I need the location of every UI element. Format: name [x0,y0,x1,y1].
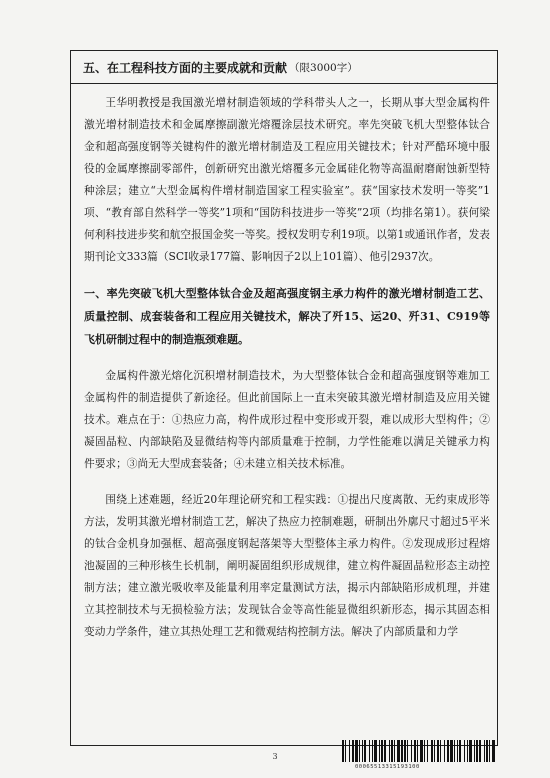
barcode-bar [362,740,363,762]
achievement-heading-1: 一、率先突破飞机大型整体钛合金及超高强度钢主承力构件的激光增材制造工艺、质量控制、成套装备和工程应用关键技术，解决了歼15、运20、歼31、C919等飞机研制过程中的制造瓶颈难题。 [84,287,490,346]
barcode-bar [381,740,383,762]
section-word-limit: （限3000字） [289,61,358,74]
barcode-bar [467,740,468,762]
barcode-bar [417,740,418,762]
barcode-bar [484,740,485,762]
barcode-bar [434,740,435,762]
barcode-bar [476,740,478,762]
barcode-bar [355,740,358,762]
body-paragraph-2: 金属构件激光熔化沉积增材制造技术，为大型整体钛合金和超高强度钢等难加工金属构件的制造提供了新途径。但此前国际上一直未突破其激光增材制造及应用关键技术。难点在于：①热应力高，构件成形过程中变形或开裂，难以成形大型构件；②凝固晶粒、内部缺陷及显微结构等内部质量难于控制，力学性能难以满足关键承力构件要求；③尚无大型成套装备；④未建立相关技术标准。 [84,369,490,470]
barcode-bar [401,740,403,762]
barcode-bar [404,740,406,762]
barcode-bar [394,740,395,762]
barcode-bar [459,740,461,762]
barcode-bar [352,740,354,762]
barcode-bar [479,740,481,762]
barcode-bar [349,740,350,762]
barcode-bar [492,740,495,762]
barcode-bar [440,740,441,762]
barcode-bar [489,740,490,762]
page-number: 3 [272,752,278,761]
barcode-bar [464,740,465,762]
section-content [84,92,490,643]
barcode-bar [469,740,472,762]
barcode-bar [457,740,458,762]
barcode-bar [391,740,393,762]
barcode-number: 00065513315193100 [355,764,420,770]
barcode-bar [384,740,386,762]
barcode-bar [420,740,423,762]
barcode-bar [437,740,439,762]
barcode-bar [369,740,370,762]
body-paragraph-3: 围绕上述难题，经近20年理论研究和工程实践：①提出尺度离散、无约束成形等方法，发明其激光增材制造工艺，解决了热应力控制难题，研制出外廓尺寸超过5平米的钛合金机身加强框、超高强度钢起落架等大型整体主承力构件。②发现成形过程熔池凝固的三种形核生长机制，阐明凝固组织形成规律，建立构件凝固晶粒形态主动控制方法；建立激光吸收率及能量利用率定量测试方法，揭示内部缺陷形成机理，并建立其控制技术与无损检验方法；发现钛合金等高性能显微组织新形态，揭示其固态相变动力学条件，建立其热处理工艺和微观结构控制方法。解决了内部质量和力学 [84,493,490,638]
barcode-bar [411,740,412,762]
barcode-bar [486,740,488,762]
section-heading [70,50,498,84]
barcode-bar [427,740,428,762]
barcode-bar [364,740,366,762]
intro-paragraph: 王华明教授是我国激光增材制造领域的学科带头人之一，长期从事大型金属构件激光增材制造技术和金属摩擦副激光熔覆涂层技术研究。率先突破飞机大型整体钛合金和超高强度钢等关键构件的激光增材制造及工程应用关键技术；针对严酷环境中服役的金属摩擦副零部件，创新研究出激光熔覆多元金属硅化物等高温耐磨耐蚀新型特种涂层；建立“大型金属构件增材制造国家工程实验室”。获“国家技术发明一等奖”1项、“教育部自然科学一等奖”1项和“国防科技进步一等奖”2项（均排名第1）。获何梁何利科技进步奖和航空报国金奖一等奖。授权发明专利19项。以第1或通讯作者，发表期刊论文333篇（SCI收录177篇、影响因子2以上101篇）、他引2937次。 [84,96,490,263]
barcode-graphic [340,740,500,764]
section-title: 五、在工程科技方面的主要成就和贡献 [83,60,288,75]
barcode-bar [379,740,380,762]
barcode-bar [474,740,475,762]
barcode-bar [447,740,449,762]
barcode-bar [374,740,377,762]
barcode-bar [450,740,453,762]
barcode-bar [414,740,416,762]
barcode-bar [424,740,425,762]
barcode-bar [397,740,400,762]
barcode-bar [444,740,445,762]
barcode-bar [359,740,360,762]
barcode-bar [372,740,373,762]
barcode-bar [454,740,455,762]
barcode-bar [389,740,390,762]
barcode-bar [345,740,346,762]
barcode-bar [342,740,344,762]
barcode-bar [407,740,408,762]
barcode-bar [431,740,433,762]
barcode [340,740,500,766]
